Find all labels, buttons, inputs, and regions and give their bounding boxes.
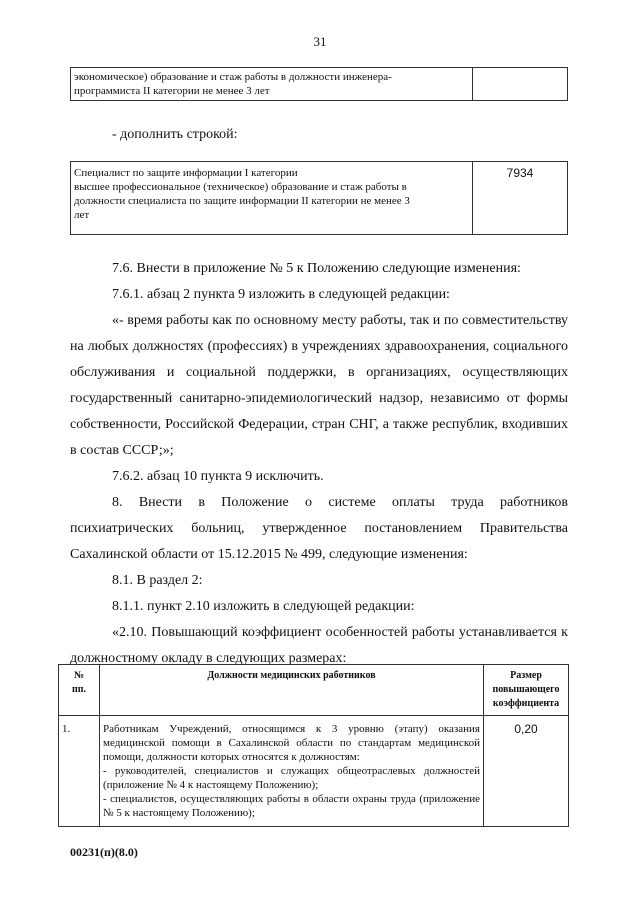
document-body (70, 256, 568, 672)
paragraph: 7.6.2. абзац 10 пункта 9 исключить. (112, 469, 324, 484)
row-coefficient: 0,20 (484, 716, 569, 827)
row-number: 1. (59, 716, 100, 827)
position-description: экономическое) образование и стаж работы в должности инженера- программиста II категории не менее 3 лет (71, 68, 473, 101)
salary-table-continued (70, 67, 568, 101)
header-number: № пп. (59, 665, 100, 716)
salary-table-added-row (70, 161, 568, 235)
paragraph: 7.6.1. абзац 2 пункта 9 изложить в следующей редакции: (112, 287, 450, 302)
header-positions: Должности медицинских работников (100, 665, 484, 716)
paragraph: 7.6. Внести в приложение № 5 к Положению следующие изменения: (112, 261, 521, 276)
salary-value: 7934 (473, 162, 568, 235)
header-coefficient: Размер повышающего коэффициента (484, 665, 569, 716)
position-description: Специалист по защите информации I категории высшее профессиональное (техническое) образование и стаж работы в должности специалиста по защите информации II категории не менее 3 лет (71, 162, 473, 235)
supplement-label: - дополнить строкой: (112, 127, 238, 142)
coefficient-table (58, 664, 569, 827)
table-header-row (59, 665, 569, 716)
table-row (59, 716, 569, 827)
row-positions: Работникам Учреждений, относящимся к 3 уровню (этапу) оказания медицинской помощи в Сахалинской области по стандартам медицинской помощи, должности которых относятся к должностям: - руководителей, специалистов и служащих общеотраслевых должностей (приложение № 4 к настоящему Положению); - специалистов, осуществляющих работы в области охраны труда (приложение № 5 к настоящему Положению); (100, 716, 484, 827)
page-number: 31 (313, 34, 327, 49)
paragraph: «2.10. Повышающий коэффициент особенностей работы устанавливается к должностному окладу в следующих размерах: (70, 625, 568, 666)
paragraph: 8.1. В раздел 2: (112, 573, 203, 588)
table-row (71, 68, 568, 101)
paragraph: 8. Внести в Положение о системе оплаты труда работников психиатрических больниц, утвержденное постановлением Правительства Сахалинской области от 15.12.2015 № 499, следующие изменения: (70, 495, 568, 562)
paragraph: 8.1.1. пункт 2.10 изложить в следующей редакции: (112, 599, 415, 614)
table-row (71, 162, 568, 235)
paragraph: «- время работы как по основному месту работы, так и по совместительству на любых должностях (профессиях) в учреждениях здравоохранения, социального обслуживания и социальной поддержки, в организациях, осуществляющих государственный санитарно-эпидемиологический надзор, независимо от формы собственности, Российской Федерации, стран СНГ, а также республик, входивших в состав СССР;»; (70, 313, 568, 458)
salary-value (473, 68, 568, 101)
document-code: 00231(п)(8.0) (70, 845, 138, 859)
